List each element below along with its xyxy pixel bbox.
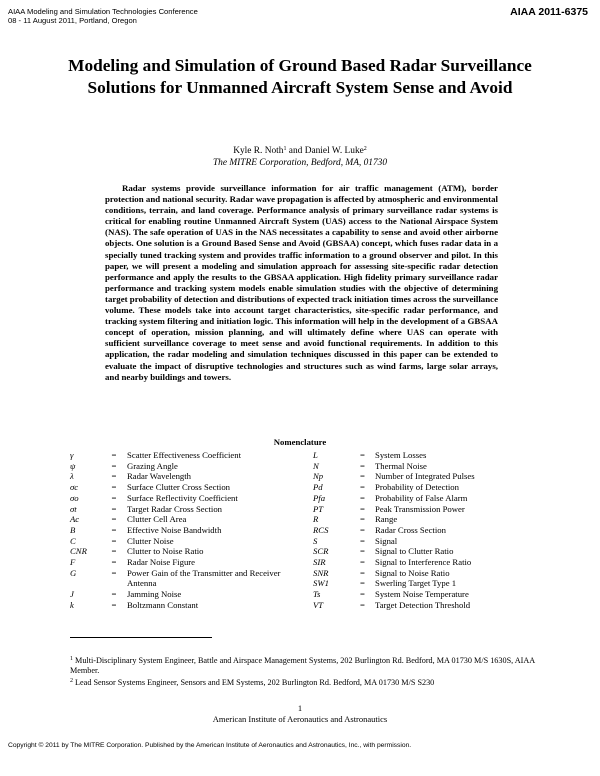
nomenclature-equals: =	[360, 482, 365, 493]
conference-dates: 08 - 11 August 2011, Portland, Oregon	[8, 16, 137, 25]
nomenclature-definition: Signal	[375, 535, 398, 546]
nomenclature-definition: Effective Noise Bandwidth	[127, 524, 222, 535]
nomenclature-equals: =	[111, 535, 117, 546]
nomenclature-definition: System Noise Temperature	[375, 589, 469, 600]
nomenclature-definition: Thermal Noise	[375, 460, 427, 471]
nomenclature-entry	[70, 568, 300, 589]
footnote-2-mark: 2	[70, 678, 73, 684]
nomenclature-definition: Jamming Noise	[127, 589, 182, 600]
nomenclature-symbol: B	[70, 524, 76, 535]
nomenclature-entry	[313, 546, 533, 557]
nomenclature-entry	[70, 536, 300, 547]
nomenclature-entry	[70, 471, 300, 482]
nomenclature-equals: =	[360, 567, 365, 578]
nomenclature-equals: =	[111, 514, 117, 525]
nomenclature-entry	[313, 450, 533, 461]
nomenclature-definition: Radar Cross Section	[375, 524, 446, 535]
nomenclature-equals: =	[360, 492, 365, 503]
nomenclature-equals: =	[111, 546, 117, 557]
nomenclature-definition: Signal to Clutter Ratio	[375, 546, 454, 557]
nomenclature-entry	[70, 493, 300, 504]
nomenclature-symbol: J	[70, 589, 74, 600]
paper-title: Modeling and Simulation of Ground Based Radar Surveillance Solutions for Unmanned Aircraft System Sense and Avoid	[68, 56, 532, 97]
nomenclature-definition: Surface Clutter Cross Section	[127, 482, 231, 493]
nomenclature-definition: Probability of False Alarm	[375, 492, 468, 503]
nomenclature-entry	[70, 546, 300, 557]
copyright-notice: Copyright © 2011 by The MITRE Corporation. Published by the American Institute of Aeronautics and Astronautics, Inc., with permission.	[8, 742, 412, 749]
nomenclature-equals: =	[111, 599, 117, 610]
nomenclature-equals: =	[360, 535, 365, 546]
nomenclature-symbol: L	[313, 450, 318, 460]
nomenclature-definition: Radar Noise Figure	[127, 557, 196, 568]
nomenclature-symbol: k	[70, 599, 74, 610]
nomenclature-entry	[70, 450, 300, 461]
nomenclature-definition: Peak Transmission Power	[375, 503, 465, 514]
author-1-footnote-mark: 1	[283, 146, 287, 152]
nomenclature-definition: Clutter to Noise Ratio	[127, 546, 204, 557]
nomenclature-symbol: RCS	[313, 524, 329, 535]
nomenclature-entry	[70, 461, 300, 472]
nomenclature-equals: =	[360, 450, 365, 460]
footnote-2	[70, 678, 540, 688]
footnote-2-text: Lead Sensor Systems Engineer, Sensors and EM Systems, 202 Burlington Rd. Bedford, MA 01730 M/S S230	[75, 678, 435, 687]
nomenclature-equals: =	[360, 557, 365, 568]
nomenclature-definition: Surface Reflectivity Coefficient	[127, 492, 238, 503]
nomenclature-entry	[313, 504, 533, 515]
nomenclature-symbol: PT	[313, 503, 324, 514]
nomenclature-equals: =	[111, 567, 117, 578]
nomenclature-symbol: SNR	[313, 567, 329, 578]
nomenclature-entry	[70, 482, 300, 493]
author-line	[0, 146, 600, 157]
nomenclature-entry	[313, 589, 533, 600]
nomenclature-equals: =	[360, 589, 365, 600]
conference-header	[8, 7, 198, 25]
nomenclature-symbol: C	[70, 535, 76, 546]
nomenclature-symbol: σc	[70, 482, 79, 493]
conference-name: AIAA Modeling and Simulation Technologies Conference	[8, 7, 198, 16]
nomenclature-entry	[70, 600, 300, 611]
nomenclature-left-column	[70, 450, 300, 611]
nomenclature-definition: Radar Wavelength	[127, 471, 192, 482]
nomenclature-entry	[70, 525, 300, 536]
paper-number: AIAA 2011-6375	[510, 6, 588, 18]
page-number: 1	[297, 703, 303, 713]
author-1: Kyle R. Noth	[233, 146, 284, 156]
nomenclature-entry	[313, 568, 533, 579]
nomenclature-definition: Clutter Noise	[127, 535, 174, 546]
nomenclature-entry	[313, 600, 533, 611]
nomenclature-equals: =	[111, 492, 117, 503]
nomenclature-symbol: R	[313, 514, 319, 525]
nomenclature-entry	[70, 557, 300, 568]
nomenclature-equals: =	[111, 524, 117, 535]
nomenclature-equals: =	[360, 460, 365, 471]
nomenclature-equals: =	[111, 503, 117, 514]
nomenclature-equals: =	[111, 589, 117, 600]
nomenclature-symbol: Np	[313, 471, 324, 482]
abstract: Radar systems provide surveillance information for air traffic management (ATM), border protection and national security. Radar wave propagation is affected by atmospheric and environmental conditions, terrain, and land coverage. Performance analysis of primary surveillance radar systems is critical for enabling routine Unmanned Aircraft System (UAS) access to the National Airspace System (NAS). The safe operation of UAS in the NAS necessitates a capability to sense and avoid other airborne objects. One solution is a Ground Based Sense and Avoid (GBSAA) concept, which fuses radar data in a specially tuned tracking system and provides traffic information to a ground observer and pilot. In this paper, we will present a modeling and simulation approach for assessing site-specific radar detection performance and apply the results to the GBSAA application. High fidelity primary surveillance radar performance and tracking system models enable simulation studies with the objective of determining target probability of detection and distributions of expected track initiation times across the surveillance volume. These models take into account target characteristics, site-specific radar performance, and tracking system filtering and initiation logic. This information will help in the development of a GBSAA concept of operation, mission planning, and will ultimately define where UAS can operate with sufficient surveillance coverage to meet sense and avoid functional requirements. In addition to this application, the radar modeling and simulation techniques discussed in this paper can be extended to evaluate the impact of disruptive technologies and structures such as wind farms, large solar arrays, and nearby buildings and towers.	[105, 183, 498, 382]
nomenclature-equals: =	[360, 546, 365, 557]
nomenclature-symbol: Pd	[313, 482, 323, 493]
nomenclature-definition: Range	[375, 514, 398, 525]
nomenclature-entry	[313, 461, 533, 472]
footnote-divider	[70, 637, 212, 638]
affiliation: The MITRE Corporation, Bedford, MA, 01730	[212, 158, 388, 168]
footnote-1	[70, 656, 540, 676]
nomenclature-symbol: N	[313, 460, 319, 471]
nomenclature-entry	[70, 514, 300, 525]
nomenclature-heading: Nomenclature	[273, 437, 327, 447]
nomenclature-definition: System Losses	[375, 450, 427, 460]
nomenclature-entry	[313, 557, 533, 568]
nomenclature-definition: Probability of Detection	[375, 482, 459, 493]
nomenclature-symbol: γ	[70, 450, 74, 460]
nomenclature-symbol: CNR	[70, 546, 87, 557]
nomenclature-equals: =	[111, 471, 117, 482]
nomenclature-definition: Signal to Noise Ratio	[375, 567, 450, 578]
nomenclature-definition: Swerling Target Type 1	[375, 578, 457, 589]
nomenclature-equals: =	[360, 599, 365, 610]
nomenclature-definition: Signal to Interference Ratio	[375, 557, 472, 568]
nomenclature-definition: Number of Integrated Pulses	[375, 471, 475, 482]
author-conjunction: and	[286, 146, 305, 156]
nomenclature-equals: =	[360, 524, 365, 535]
nomenclature-symbol: λ	[70, 471, 74, 482]
nomenclature-symbol: σo	[70, 492, 79, 503]
nomenclature-entry	[313, 578, 533, 589]
nomenclature-definition: Grazing Angle	[127, 460, 178, 471]
nomenclature-entry	[313, 536, 533, 547]
nomenclature-symbol: VT	[313, 599, 324, 610]
nomenclature-symbol: SW1	[313, 578, 329, 589]
nomenclature-entry	[70, 504, 300, 515]
nomenclature-entry	[313, 514, 533, 525]
nomenclature-symbol: Ac	[70, 514, 80, 525]
nomenclature-symbol: F	[70, 557, 76, 568]
nomenclature-definition: Clutter Cell Area	[127, 514, 187, 525]
nomenclature-equals: =	[111, 482, 117, 493]
footnote-1-text: Multi-Disciplinary System Engineer, Battle and Airspace Management Systems, 202 Burlington Rd. Bedford, MA 01730 M/S 1630S, AIAA Member.	[70, 656, 535, 675]
nomenclature-symbol: Ts	[313, 589, 321, 600]
nomenclature-equals: =	[360, 514, 365, 525]
nomenclature-symbol: S	[313, 535, 318, 546]
nomenclature-right-column	[313, 450, 533, 611]
nomenclature-entry	[313, 471, 533, 482]
author-2-footnote-mark: 2	[363, 146, 367, 152]
author-2: Daniel W. Luke	[304, 146, 364, 156]
nomenclature-symbol: G	[70, 567, 77, 578]
nomenclature-entry	[70, 589, 300, 600]
nomenclature-equals: =	[360, 471, 365, 482]
footer-organization: American Institute of Aeronautics and Astronautics	[212, 714, 388, 724]
footnote-1-mark: 1	[70, 656, 73, 662]
nomenclature-entry	[313, 525, 533, 536]
nomenclature-entry	[313, 493, 533, 504]
nomenclature-symbol: SIR	[313, 557, 326, 568]
nomenclature-symbol: Pfa	[313, 492, 326, 503]
nomenclature-equals: =	[111, 460, 117, 471]
nomenclature-definition: Boltzmann Constant	[127, 599, 199, 610]
nomenclature-definition: Target Detection Threshold	[375, 599, 471, 610]
nomenclature-definition: Target Radar Cross Section	[127, 503, 223, 514]
nomenclature-symbol: ψ	[70, 460, 76, 471]
nomenclature-symbol: SCR	[313, 546, 329, 557]
nomenclature-equals: =	[360, 578, 365, 589]
nomenclature-definition: Scatter Effectiveness Coefficient	[127, 450, 242, 460]
nomenclature-definition: Power Gain of the Transmitter and Receiver Antenna	[127, 567, 281, 589]
nomenclature-equals: =	[111, 450, 117, 460]
nomenclature-equals: =	[111, 557, 117, 568]
nomenclature-symbol: σt	[70, 503, 77, 514]
nomenclature-equals: =	[360, 503, 365, 514]
nomenclature-entry	[313, 482, 533, 493]
